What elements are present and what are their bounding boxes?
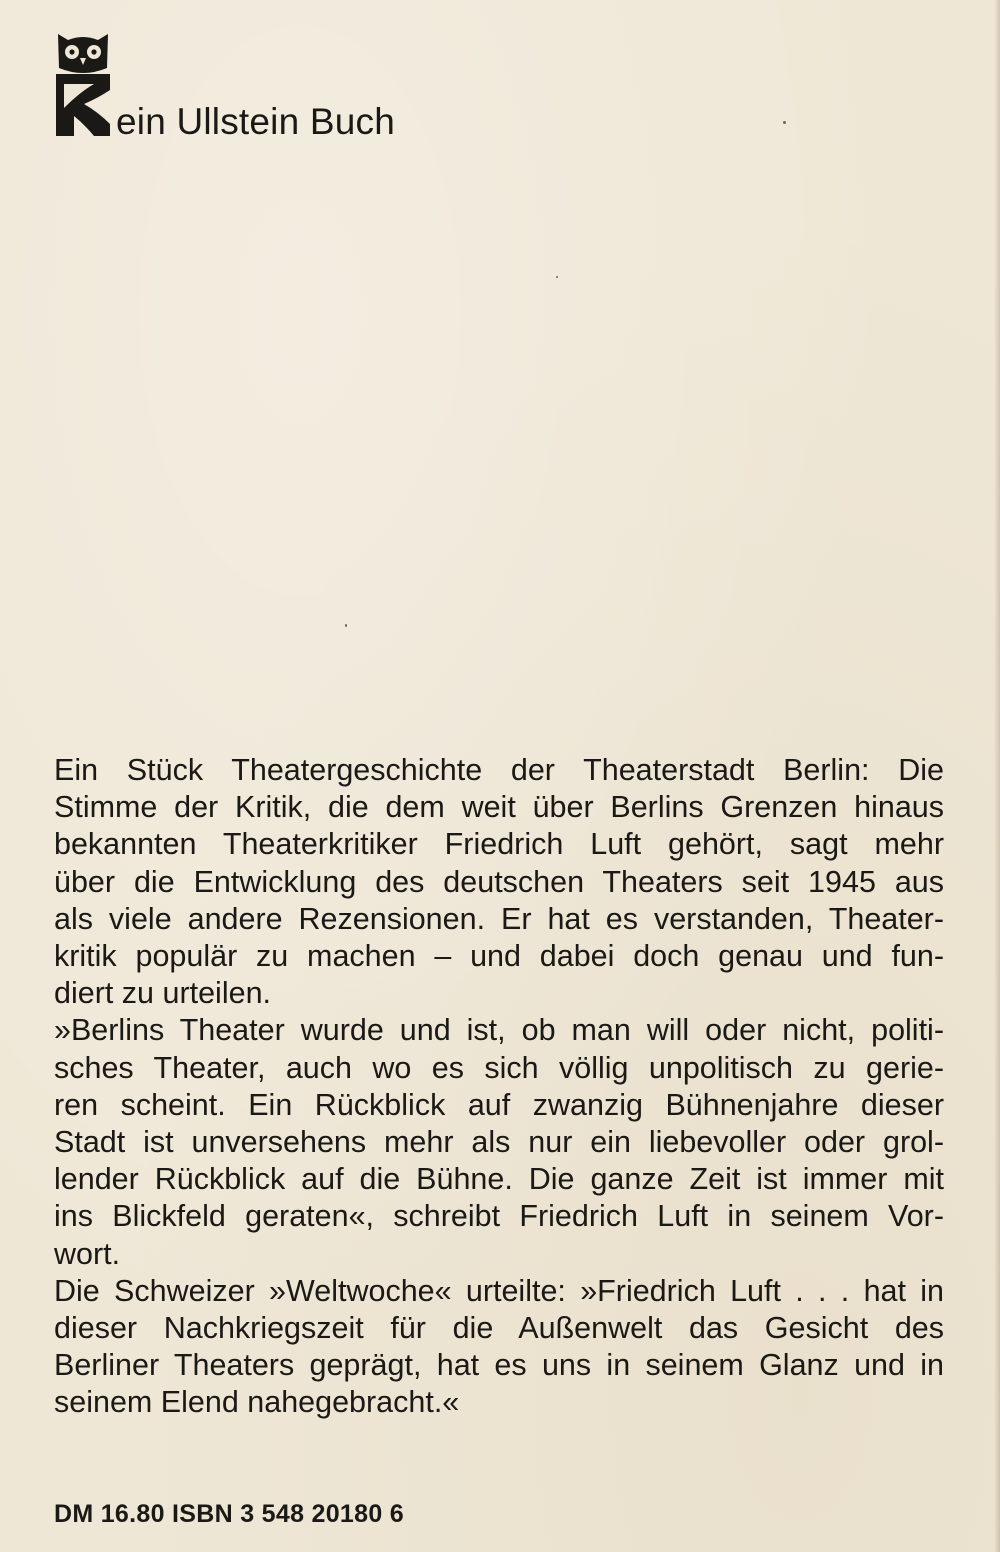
cover-edge-shadow	[994, 0, 1000, 1552]
blurb-line: Ein Stück Theatergeschichte der Theaterstadt Berlin: Die	[54, 753, 944, 787]
publisher-imprint: ein Ullstein Buch	[116, 101, 395, 142]
blurb-line: ins Blickfeld geraten«, schreibt Friedrich Luft in seinem Vor-	[54, 1199, 944, 1234]
blurb-text	[54, 752, 944, 1422]
blurb-line: Stadt ist unversehens mehr als nur ein liebevoller oder grol-	[54, 1125, 944, 1160]
blurb-line: Stimme der Kritik, die dem weit über Berlins Grenzen hinaus	[54, 790, 944, 825]
paper-speck	[556, 276, 558, 278]
blurb-line: kritik populär zu machen – und dabei doch genau und fun-	[54, 939, 944, 974]
paper-speck	[783, 121, 786, 124]
blurb-line: lender Rückblick auf die Bühne. Die ganze Zeit ist immer mit	[54, 1162, 944, 1197]
blurb-line: »Berlins Theater wurde und ist, ob man will oder nicht, politi-	[54, 1013, 944, 1048]
blurb-line: ren scheint. Ein Rückblick auf zwanzig Bühnenjahre dieser	[54, 1087, 944, 1122]
blurb-line: Die Schweizer »Weltwoche« urteilte: »Friedrich Luft . . . hat in	[54, 1273, 944, 1308]
blurb-line: bekannten Theaterkritiker Friedrich Luft gehört, sagt mehr	[54, 827, 944, 862]
blurb-line: diert zu urteilen.	[54, 976, 271, 1011]
blurb-line: seinem Elend nahegebracht.«	[54, 1385, 460, 1420]
blurb-line: wort.	[54, 1236, 121, 1271]
blurb-line: Berliner Theaters geprägt, hat es uns in seinem Glanz und in	[54, 1348, 944, 1383]
blurb-line: als viele andere Rezensionen. Er hat es verstanden, Theater-	[54, 901, 944, 936]
paper-speck	[345, 624, 347, 627]
blurb-line: dieser Nachkriegszeit für die Außenwelt das Gesicht des	[54, 1311, 944, 1346]
price-isbn: DM 16.80 ISBN 3 548 20180 6	[54, 1500, 404, 1528]
blurb-line: über die Entwicklung des deutschen Theaters seit 1945 aus	[54, 864, 944, 899]
owl-icon	[54, 28, 112, 138]
blurb-line: sches Theater, auch wo es sich völlig unpolitisch zu gerie-	[54, 1050, 944, 1085]
